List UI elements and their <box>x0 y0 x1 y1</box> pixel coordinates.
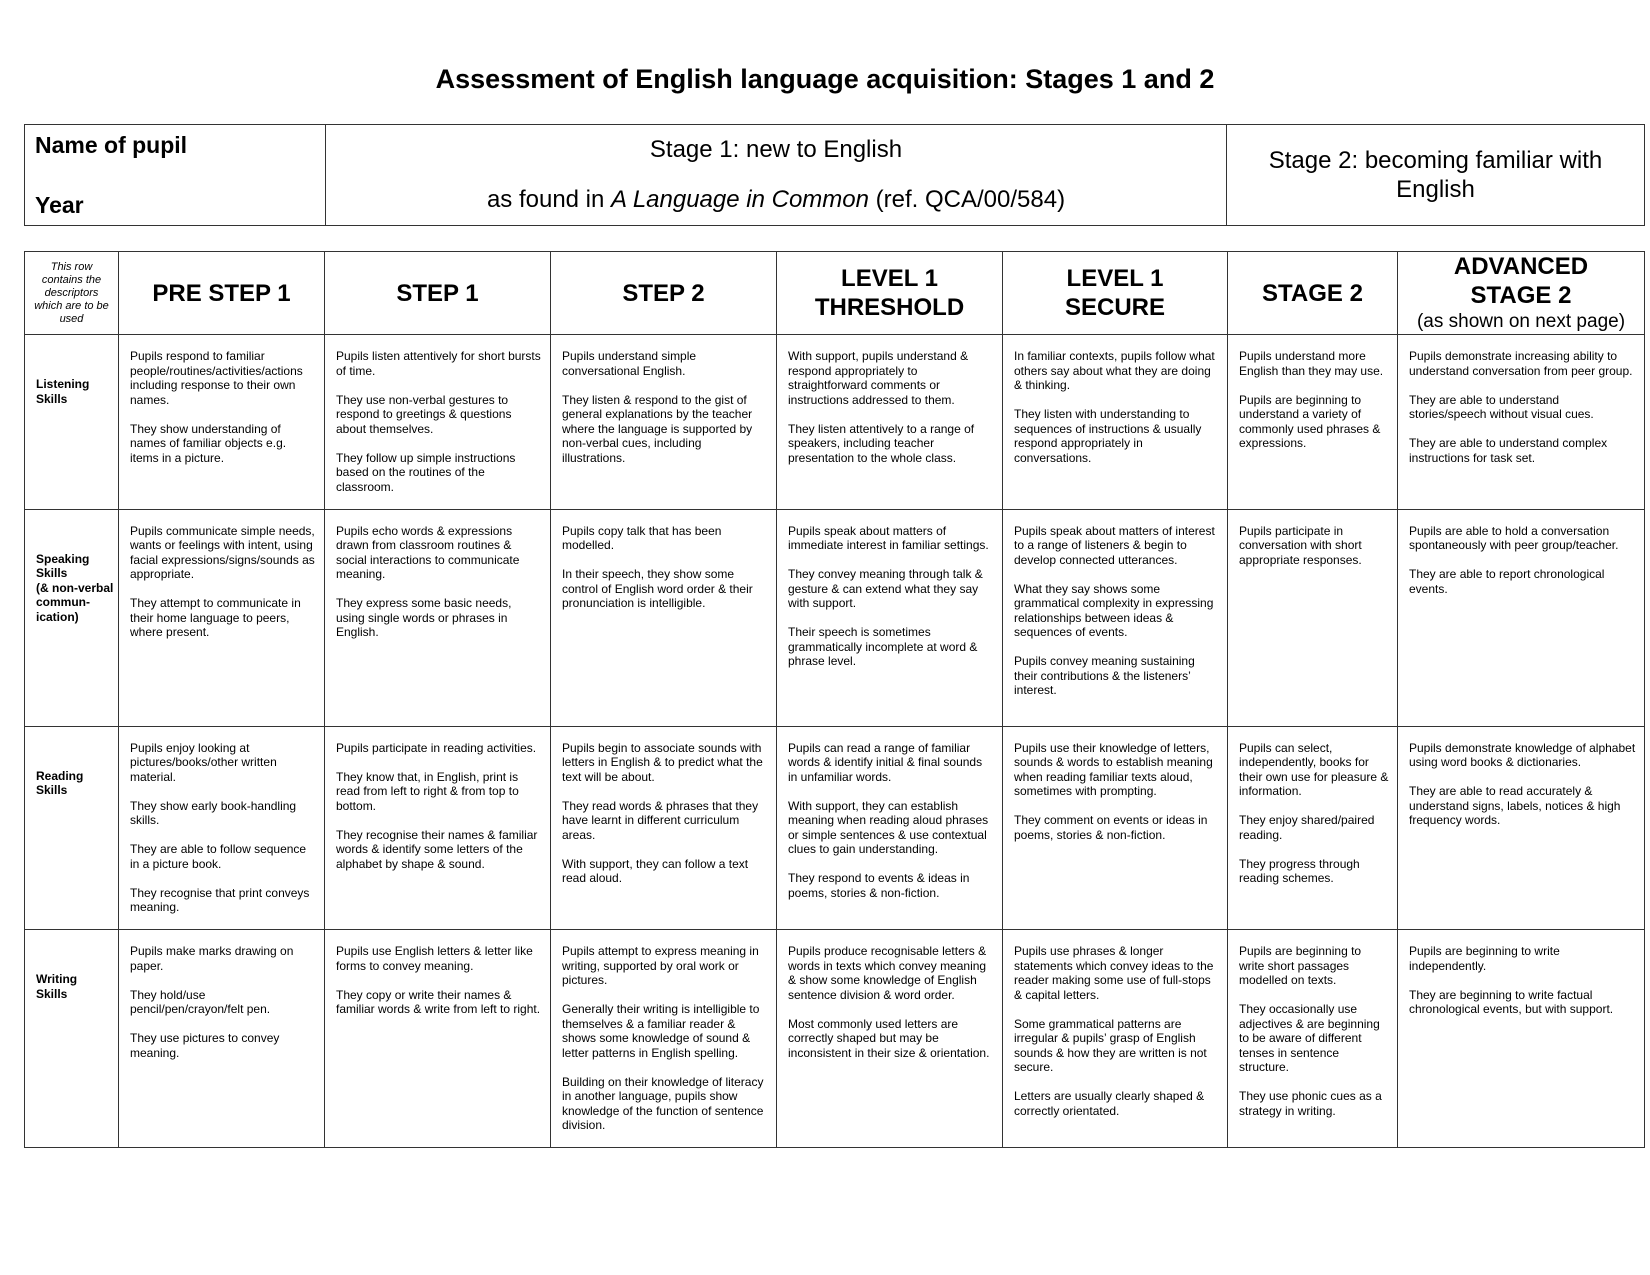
column-header-row <box>25 252 1645 335</box>
writing-row <box>25 930 1645 1148</box>
descriptor: In their speech, they show some control of English word order & their pronunciation is intelligible. <box>562 567 753 610</box>
reading-level1-threshold <box>777 726 1003 930</box>
descriptor: They progress through reading schemes. <box>1239 856 1360 885</box>
advanced-stage-2-note: (as shown on next page) <box>1416 311 1626 332</box>
descriptor: With support, they can establish meaning when reading aloud phrases or simple sentences & use contextual clues to gain understanding. <box>788 798 989 856</box>
stage1-cell <box>326 125 1227 226</box>
stage2-cell: Stage 2: becoming familiar with English <box>1227 125 1645 226</box>
descriptor: Pupils communicate simple needs, wants or feelings with intent, using facial expressions/signs/sounds as appropriate. <box>130 523 315 581</box>
descriptor: They attempt to communicate in their home language to peers, where present. <box>130 596 301 639</box>
descriptor: They are able to understand stories/speech without visual cues. <box>1409 392 1594 421</box>
speaking-pre-step-1 <box>119 509 325 726</box>
stage1-heading: Stage 1: new to English <box>649 136 903 163</box>
col-step-2: STEP 2 <box>551 252 777 335</box>
descriptor: Pupils can select, independently, books for their own use for pleasure & information. <box>1239 740 1389 798</box>
speaking-step-2 <box>551 509 777 726</box>
advanced-stage-2-title: ADVANCED STAGE 2 <box>1453 253 1589 309</box>
descriptor: Pupils are able to hold a conversation spontaneously with peer group/teacher. <box>1409 523 1619 552</box>
stage1-source-ref: (ref. QCA/00/584) <box>868 186 1066 213</box>
descriptor: Pupils demonstrate increasing ability to understand conversation from peer group. <box>1409 349 1633 378</box>
descriptor: They listen attentively to a range of speakers, including teacher presentation to the whole class. <box>788 421 975 465</box>
descriptor: They know that, in English, print is read from left to right & from top to bottom. <box>336 769 519 813</box>
writing-advanced-stage-2 <box>1398 930 1645 1148</box>
reading-row <box>25 726 1645 930</box>
descriptor: Pupils participate in reading activities. <box>336 740 537 755</box>
descriptor: Pupils can read a range of familiar words & identify initial & final sounds in unfamiliar words. <box>788 740 983 784</box>
descriptor: They convey meaning through talk & gesture & can extend what they say with support. <box>788 567 983 610</box>
speaking-label-line: ication) <box>36 609 79 624</box>
listening-advanced-stage-2 <box>1398 335 1645 510</box>
descriptor: Pupils use phrases & longer statements which convey ideas to the reader making some use of full-stops & capital letters. <box>1014 944 1214 1002</box>
descriptor: Pupils speak about matters of interest to a range of listeners & begin to develop connected utterances. <box>1014 523 1215 567</box>
reading-step-2 <box>551 726 777 930</box>
descriptor: Building on their knowledge of literacy in another language, pupils show knowledge of the function of sentence division. <box>562 1074 764 1132</box>
descriptor: They listen with understanding to sequences of instructions & usually respond appropriately in conversations. <box>1014 407 1202 465</box>
descriptor: Pupils speak about matters of immediate interest in familiar settings. <box>788 523 989 552</box>
writing-step-1 <box>325 930 551 1148</box>
descriptor: Pupils use their knowledge of letters, sounds & words to establish meaning when reading familiar texts aloud, sometimes with prompting. <box>1014 740 1213 798</box>
descriptor: Pupils are beginning to write independently. <box>1409 944 1560 973</box>
descriptor: In familiar contexts, pupils follow what others say about what they are doing & thinking. <box>1014 349 1215 392</box>
descriptor: Pupils copy talk that has been modelled. <box>562 523 722 552</box>
descriptor: Pupils are beginning to write short passages modelled on texts. <box>1239 944 1362 987</box>
listening-level1-secure <box>1003 335 1228 510</box>
descriptor: They listen & respond to the gist of general explanations by the teacher where the language is supported by non-verbal cues, including illustrations. <box>562 392 753 465</box>
stage1-source-prefix: as found in <box>486 186 612 213</box>
listening-pre-step-1 <box>119 335 325 510</box>
col-level1-threshold: LEVEL 1 THRESHOLD <box>777 252 1003 335</box>
descriptor: With support, pupils understand & respond appropriately to straightforward comments or instructions addressed to them. <box>788 349 969 407</box>
descriptor: They read words & phrases that they have learnt in different curriculum areas. <box>562 798 759 842</box>
descriptor: What they say shows some grammatical complexity in expressing relationships between ideas & sequences of events. <box>1014 581 1214 639</box>
listening-level1-threshold <box>777 335 1003 510</box>
descriptor: Pupils respond to familiar people/routines/activities/actions including response to their own names. <box>130 349 303 407</box>
descriptor: Pupils demonstrate knowledge of alphabet using word books & dictionaries. <box>1409 740 1636 769</box>
stage1-source <box>326 186 1226 214</box>
descriptor: They show understanding of names of familiar objects e.g. items in a picture. <box>130 421 287 465</box>
col-pre-step-1: PRE STEP 1 <box>119 252 325 335</box>
writing-level1-secure <box>1003 930 1228 1148</box>
descriptor: They are able to report chronological events. <box>1409 567 1605 596</box>
descriptor: Pupils echo words & expressions drawn from classroom routines & social interactions to communicate meaning. <box>336 523 520 581</box>
descriptor: Generally their writing is intelligible to themselves & a familiar reader & shows some knowledge of sound & letter patterns in English spelling. <box>562 1002 760 1060</box>
speaking-label-line: (& non-verbal <box>36 580 114 595</box>
col-level1-secure: LEVEL 1 SECURE <box>1003 252 1228 335</box>
descriptor-note: This row contains the descriptors which are to be used <box>25 252 119 335</box>
descriptor: They use pictures to convey meaning. <box>130 1031 280 1060</box>
speaking-label-line: Speaking <box>36 551 90 566</box>
descriptor: They use phonic cues as a strategy in writing. <box>1239 1089 1382 1118</box>
reading-step-1 <box>325 726 551 930</box>
descriptor: Pupils use English letters & letter like forms to convey meaning. <box>336 944 533 973</box>
descriptor: Pupils listen attentively for short bursts of time. <box>336 349 541 378</box>
speaking-stage-2 <box>1228 509 1398 726</box>
writing-stage-2 <box>1228 930 1398 1148</box>
reading-level1-secure <box>1003 726 1228 930</box>
descriptor: They are able to follow sequence in a picture book. <box>130 842 307 871</box>
descriptor: They are able to understand complex instructions for task set. <box>1409 436 1608 465</box>
assessment-grid <box>24 251 1645 1148</box>
speaking-label-line: Skills <box>36 566 68 580</box>
descriptor: Pupils begin to associate sounds with letters in English & to predict what the text will be about. <box>562 740 763 784</box>
name-of-pupil-label: Name of pupil <box>35 131 188 158</box>
descriptor: They show early book-handling skills. <box>130 798 297 827</box>
row-label-writing: Writing Skills <box>25 930 119 1148</box>
descriptor: They comment on events or ideas in poems, stories & non-fiction. <box>1014 813 1208 842</box>
speaking-level1-threshold <box>777 509 1003 726</box>
row-label-speaking <box>25 509 119 726</box>
descriptor: They occasionally use adjectives & are beginning to be aware of different tenses in sentence structure. <box>1239 1002 1380 1074</box>
descriptor: They are beginning to write factual chronological events, but with support. <box>1409 987 1614 1016</box>
descriptor: They use non-verbal gestures to respond to greetings & questions about themselves. <box>336 392 512 436</box>
listening-stage-2 <box>1228 335 1398 510</box>
descriptor: Pupils make marks drawing on paper. <box>130 944 294 973</box>
descriptor: Letters are usually clearly shaped & correctly orientated. <box>1014 1089 1205 1118</box>
reading-advanced-stage-2 <box>1398 726 1645 930</box>
descriptor: They express some basic needs, using single words or phrases in English. <box>336 596 512 639</box>
descriptor: With support, they can follow a text read aloud. <box>562 856 749 885</box>
speaking-row <box>25 509 1645 726</box>
descriptor: Most commonly used letters are correctly shaped but may be inconsistent in their size & orientation. <box>788 1016 990 1060</box>
descriptor: Pupils are beginning to understand a variety of commonly used phrases & expressions. <box>1239 392 1381 450</box>
descriptor: Pupils convey meaning sustaining their contributions & the listeners’ interest. <box>1014 654 1195 697</box>
descriptor: They hold/use pencil/pen/crayon/felt pen. <box>130 987 271 1016</box>
stage1-source-title: A Language in Common <box>611 186 869 213</box>
descriptor: They are able to read accurately & understand signs, labels, notices & high frequency words. <box>1409 784 1621 827</box>
descriptor: Pupils understand simple conversational English. <box>562 349 697 378</box>
writing-step-2 <box>551 930 777 1148</box>
pupil-info-cell <box>25 125 326 226</box>
row-label-listening: Listening Skills <box>25 335 119 510</box>
descriptor: They respond to events & ideas in poems, stories & non-fiction. <box>788 871 970 900</box>
reading-stage-2 <box>1228 726 1398 930</box>
writing-level1-threshold <box>777 930 1003 1148</box>
descriptor: Pupils participate in conversation with short appropriate responses. <box>1239 523 1362 567</box>
descriptor: They recognise that print conveys meaning. <box>130 885 310 914</box>
speaking-advanced-stage-2 <box>1398 509 1645 726</box>
document-title: Assessment of English language acquisition: Stages 1 and 2 <box>435 64 1215 94</box>
col-advanced-stage-2 <box>1398 252 1645 335</box>
col-step-1: STEP 1 <box>325 252 551 335</box>
descriptor: Their speech is sometimes grammatically incomplete at word & phrase level. <box>788 625 978 668</box>
reading-pre-step-1 <box>119 726 325 930</box>
pupil-header-table <box>24 124 1645 226</box>
descriptor: They copy or write their names & familiar words & write from left to right. <box>336 987 541 1016</box>
col-stage-2: STAGE 2 <box>1228 252 1398 335</box>
listening-step-2 <box>551 335 777 510</box>
listening-row <box>25 335 1645 510</box>
year-label: Year <box>35 191 84 218</box>
descriptor: Some grammatical patterns are irregular & pupils’ grasp of English sounds & how they are written is not secure. <box>1014 1016 1207 1074</box>
writing-pre-step-1 <box>119 930 325 1148</box>
descriptor: They follow up simple instructions based on the routines of the classroom. <box>336 450 516 494</box>
speaking-step-1 <box>325 509 551 726</box>
speaking-level1-secure <box>1003 509 1228 726</box>
speaking-label-line: commun- <box>36 595 90 609</box>
listening-step-1 <box>325 335 551 510</box>
row-label-reading: Reading Skills <box>25 726 119 930</box>
descriptor: Pupils understand more English than they may use. <box>1239 349 1384 378</box>
descriptor: Pupils produce recognisable letters & words in texts which convey meaning & show some knowledge of English sentence division & word order. <box>788 944 987 1002</box>
descriptor: They recognise their names & familiar words & identify some letters of the alphabet by shape & sound. <box>336 827 538 871</box>
descriptor: Pupils attempt to express meaning in writing, supported by oral work or pictures. <box>562 944 759 987</box>
descriptor: Pupils enjoy looking at pictures/books/other written material. <box>130 740 277 784</box>
descriptor: They enjoy shared/paired reading. <box>1239 813 1375 842</box>
